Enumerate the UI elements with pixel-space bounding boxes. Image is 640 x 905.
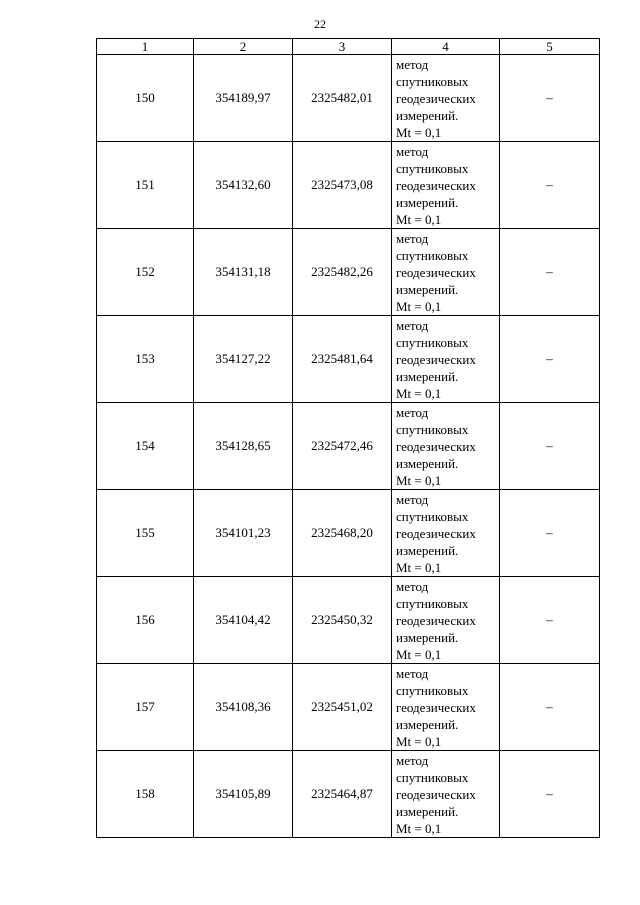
y-coordinate-cell: 2325481,64 (293, 316, 392, 403)
table-row (97, 490, 600, 577)
method-line: метод (396, 752, 429, 768)
table-row (97, 142, 600, 229)
coordinates-table (96, 38, 600, 838)
method-cell (392, 664, 500, 751)
table-header-row (97, 39, 600, 55)
y-coordinate-cell: 2325482,26 (293, 229, 392, 316)
header-cell-4: 4 (392, 39, 500, 55)
x-coordinate-cell: 354189,97 (194, 55, 293, 142)
method-line: геодезических (396, 786, 476, 802)
method-line: измерений. (396, 542, 459, 558)
method-cell (392, 751, 500, 838)
x-coordinate-cell: 354108,36 (194, 664, 293, 751)
table-row (97, 751, 600, 838)
method-line: Mt = 0,1 (396, 124, 442, 140)
method-line: спутниковых (396, 508, 469, 524)
dash-mark: – (546, 612, 553, 627)
dash-mark: – (546, 525, 553, 540)
method-line: спутниковых (396, 334, 469, 350)
note-cell (500, 490, 600, 577)
table-row (97, 55, 600, 142)
y-coordinate-cell: 2325468,20 (293, 490, 392, 577)
method-line: Mt = 0,1 (396, 820, 442, 836)
point-number-cell: 155 (97, 490, 194, 577)
method-line: геодезических (396, 525, 476, 541)
method-line: Mt = 0,1 (396, 559, 442, 575)
method-line: геодезических (396, 177, 476, 193)
method-line: спутниковых (396, 247, 469, 263)
method-line: метод (396, 491, 429, 507)
header-cell-1: 1 (97, 39, 194, 55)
y-coordinate-cell: 2325450,32 (293, 577, 392, 664)
method-line: спутниковых (396, 769, 469, 785)
point-number-cell: 150 (97, 55, 194, 142)
method-line: измерений. (396, 281, 459, 297)
note-cell (500, 403, 600, 490)
dash-mark: – (546, 786, 553, 801)
table-row (97, 229, 600, 316)
dash-mark: – (546, 351, 553, 366)
method-line: Mt = 0,1 (396, 733, 442, 749)
method-line: метод (396, 665, 429, 681)
method-line: измерений. (396, 194, 459, 210)
method-cell (392, 316, 500, 403)
method-line: Mt = 0,1 (396, 298, 442, 314)
y-coordinate-cell: 2325473,08 (293, 142, 392, 229)
method-cell (392, 403, 500, 490)
method-line: геодезических (396, 264, 476, 280)
header-cell-5: 5 (500, 39, 600, 55)
method-line: геодезических (396, 351, 476, 367)
method-line: метод (396, 230, 429, 246)
method-line: спутниковых (396, 421, 469, 437)
x-coordinate-cell: 354127,22 (194, 316, 293, 403)
method-line: метод (396, 578, 429, 594)
method-cell (392, 577, 500, 664)
method-line: измерений. (396, 629, 459, 645)
x-coordinate-cell: 354104,42 (194, 577, 293, 664)
x-coordinate-cell: 354131,18 (194, 229, 293, 316)
method-line: Mt = 0,1 (396, 385, 442, 401)
note-cell (500, 316, 600, 403)
point-number-cell: 158 (97, 751, 194, 838)
note-cell (500, 229, 600, 316)
header-cell-2: 2 (194, 39, 293, 55)
y-coordinate-cell: 2325482,01 (293, 55, 392, 142)
method-cell (392, 55, 500, 142)
note-cell (500, 577, 600, 664)
table-row (97, 577, 600, 664)
method-line: Mt = 0,1 (396, 211, 442, 227)
method-line: метод (396, 143, 429, 159)
note-cell (500, 55, 600, 142)
y-coordinate-cell: 2325464,87 (293, 751, 392, 838)
method-line: спутниковых (396, 682, 469, 698)
table-row (97, 664, 600, 751)
point-number-cell: 156 (97, 577, 194, 664)
header-cell-3: 3 (293, 39, 392, 55)
dash-mark: – (546, 264, 553, 279)
method-cell (392, 229, 500, 316)
dash-mark: – (546, 438, 553, 453)
method-line: геодезических (396, 699, 476, 715)
method-line: спутниковых (396, 595, 469, 611)
x-coordinate-cell: 354132,60 (194, 142, 293, 229)
x-coordinate-cell: 354105,89 (194, 751, 293, 838)
method-line: измерений. (396, 368, 459, 384)
point-number-cell: 154 (97, 403, 194, 490)
method-cell (392, 142, 500, 229)
point-number-cell: 152 (97, 229, 194, 316)
point-number-cell: 157 (97, 664, 194, 751)
point-number-cell: 151 (97, 142, 194, 229)
method-line: спутниковых (396, 160, 469, 176)
x-coordinate-cell: 354128,65 (194, 403, 293, 490)
method-line: метод (396, 404, 429, 420)
y-coordinate-cell: 2325451,02 (293, 664, 392, 751)
point-number-cell: 153 (97, 316, 194, 403)
method-line: Mt = 0,1 (396, 472, 442, 488)
method-cell (392, 490, 500, 577)
method-line: спутниковых (396, 73, 469, 89)
method-line: измерений. (396, 107, 459, 123)
table-row (97, 316, 600, 403)
table-row (97, 403, 600, 490)
method-line: метод (396, 56, 429, 72)
method-line: измерений. (396, 455, 459, 471)
note-cell (500, 751, 600, 838)
note-cell (500, 664, 600, 751)
x-coordinate-cell: 354101,23 (194, 490, 293, 577)
method-line: измерений. (396, 716, 459, 732)
note-cell (500, 142, 600, 229)
method-line: Mt = 0,1 (396, 646, 442, 662)
method-line: геодезических (396, 438, 476, 454)
method-line: измерений. (396, 803, 459, 819)
page-number: 22 (314, 17, 326, 31)
method-line: геодезических (396, 90, 476, 106)
method-line: метод (396, 317, 429, 333)
dash-mark: – (546, 699, 553, 714)
dash-mark: – (546, 177, 553, 192)
dash-mark: – (546, 90, 553, 105)
y-coordinate-cell: 2325472,46 (293, 403, 392, 490)
method-line: геодезических (396, 612, 476, 628)
